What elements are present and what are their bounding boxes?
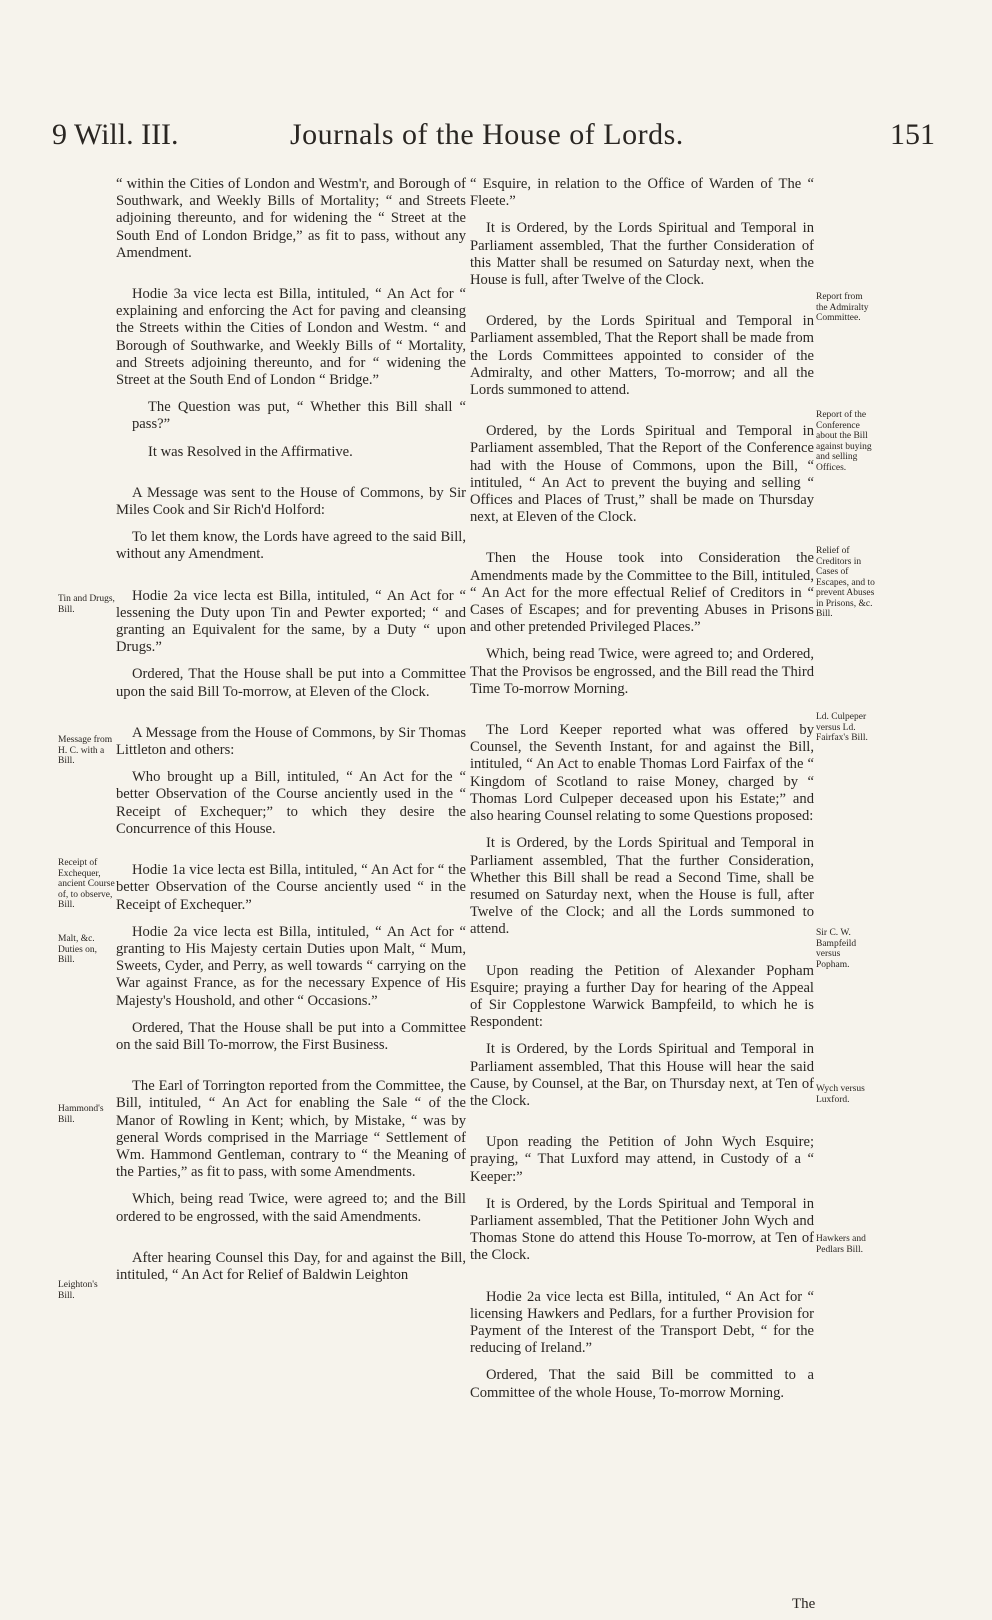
margin-note: Message from H. C. with a Bill.	[58, 735, 113, 766]
margin-note: Malt, &c. Duties on, Bill.	[58, 934, 98, 965]
margin-note: Relief of Creditors in Cases of Escapes, and to prevent Abuses in Prisons, &c. Bill.	[816, 546, 875, 619]
paragraph: It is Ordered, by the Lords Spiritual and Temporal in Parliament assembled, That this House will hear the said Cause, by Counsel, at the Bar, on Thursday next, at Ten of the Clock.	[470, 1041, 814, 1109]
regnal-year: 9 Will. III.	[52, 118, 179, 151]
margin-note: Hammond's Bill.	[58, 1104, 104, 1125]
margin-note: Report from the Admiralty Committee.	[816, 292, 869, 323]
paragraph: Which, being read Twice, were agreed to; and Ordered, That the Provisos be engrossed, and the Bill read the Third Time To-morrow Morning.	[470, 646, 814, 697]
paragraph: After hearing Counsel this Day, for and against the Bill, intituled, “ An Act for Relief of Baldwin Leighton	[116, 1249, 466, 1283]
left-column	[116, 176, 466, 1294]
paragraph: Hodie 2a vice lecta est Billa, intituled, “ An Act for “ granting to His Majesty certain Duties upon Malt, “ Mum, Sweets, Cyder, and Perry, as well towards “ carrying on the War against France, as for the necessary Expence of His Majesty's Houshold, and other “ Occasions.”	[116, 923, 466, 1009]
paragraph: It is Ordered, by the Lords Spiritual and Temporal in Parliament assembled, That the further Consideration of this Matter shall be resumed on Saturday next, when the House is full, after Twelve of the Clock.	[470, 220, 814, 289]
margin-note: Receipt of Exchequer, ancient Course of, to observe, Bill.	[58, 858, 115, 910]
paragraph: The Earl of Torrington reported from the Committee, the Bill, intituled, “ An Act for enabling the Sale “ of the Manor of Rowling in Kent; which, by Mistake, “ was by general Words comprised in the Marriage “ Settlement of Wm. Hammond Gentleman, contrary to “ the Meaning of the Parties,” as fit to pass, with some Amendments.	[116, 1078, 466, 1181]
paragraph: A Message from the House of Commons, by Sir Thomas Littleton and others:	[116, 724, 466, 759]
margin-note: Tin and Drugs, Bill.	[58, 594, 115, 615]
paragraph: A Message was sent to the House of Commons, by Sir Miles Cook and Sir Rich'd Holford:	[116, 484, 466, 519]
margin-note: Hawkers and Pedlars Bill.	[816, 1234, 866, 1255]
margin-note: Ld. Culpeper versus Ld. Fairfax's Bill.	[816, 712, 868, 743]
margin-note: Wych versus Luxford.	[816, 1084, 865, 1105]
paragraph: Hodie 3a vice lecta est Billa, intituled, “ An Act for “ explaining and enforcing the Act for paving and cleansing the Streets within the Cities of London and Westm. “ and Borough of Southwarke, and Weekly Bills of “ Mortality, and Streets adjoining thereunto, and for “ widening the Street at the South End of London “ Bridge.”	[116, 286, 466, 389]
paragraph: It is Ordered, by the Lords Spiritual and Temporal in Parliament assembled, That the Petitioner John Wych and Thomas Stone do attend this House To-morrow, at Ten of the Clock.	[470, 1195, 814, 1264]
right-column	[470, 176, 814, 1412]
paragraph: “ Esquire, in relation to the Office of Warden of The “ Fleete.”	[470, 176, 814, 210]
paragraph: Who brought up a Bill, intituled, “ An Act for the “ better Observation of the Course anciently used in the “ Receipt of Exchequer;” to which they desire the Concurrence of this House.	[116, 769, 466, 837]
paragraph: Ordered, That the said Bill be committed to a Committee of the whole House, To-morrow Morning.	[470, 1367, 814, 1401]
paragraph: To let them know, the Lords have agreed to the said Bill, without any Amendment.	[116, 529, 466, 563]
paragraph: Which, being read Twice, were agreed to; and the Bill ordered to be engrossed, with the said Amendments.	[116, 1191, 466, 1225]
margin-note: Report of the Conference about the Bill against buying and selling Offices.	[816, 410, 872, 473]
paragraph: It was Resolved in the Affirmative.	[148, 443, 353, 460]
margin-note: Leighton's Bill.	[58, 1280, 98, 1301]
margin-note: Sir C. W. Bampfeild versus Popham.	[816, 928, 857, 970]
paragraph: “ within the Cities of London and Westm'r, and Borough of Southwark, and Weekly Bills of Mortality; “ and Streets adjoining thereunto, and for widening the “ Street at the South End of London Bridge,” as fit to pass, without any Amendment.	[116, 176, 466, 261]
paragraph: Upon reading the Petition of John Wych Esquire; praying, “ That Luxford may attend, in Custody of a “ Keeper:”	[470, 1134, 814, 1185]
paragraph: Then the House took into Consideration the Amendments made by the Committee to the Bill, intituled, “ An Act for the more effectual Relief of Creditors in “ Cases of Escapes; and for preventing Abuses in Prisons and other pretended Privileged Places.”	[470, 550, 814, 636]
paragraph: Hodie 1a vice lecta est Billa, intituled, “ An Act for “ the better Observation of the Course anciently used “ in the Receipt of Exchequer.”	[116, 862, 466, 913]
paragraph: The Lord Keeper reported what was offered by Counsel, the Seventh Instant, for and against the Bill, intituled, “ An Act to enable Thomas Lord Fairfax of the “ Kingdom of Scotland to raise Money, charged by “ Thomas Lord Culpeper deceased upon his Estate;” and also hearing Counsel relating to some Questions proposed:	[470, 722, 814, 825]
paragraph: Hodie 2a vice lecta est Billa, intituled, “ An Act for “ licensing Hawkers and Pedlars, for a further Provision for Payment of the Interest of the Transport Debt, “ for the reducing of Ireland.”	[470, 1288, 814, 1357]
catchword: The	[792, 1596, 816, 1612]
paragraph: Ordered, by the Lords Spiritual and Temporal in Parliament assembled, That the Report of the Conference had with the House of Commons, upon the Bill, “ intituled, “ An Act to prevent the buying and selling “ Offices and Places of Trust,” shall be made on Thursday next, at Eleven of the Clock.	[470, 423, 814, 526]
journal-title: Journals of the House of Lords.	[290, 118, 684, 151]
paragraph: Ordered, That the House shall be put into a Committee upon the said Bill To-morrow, at Eleven of the Clock.	[116, 666, 466, 700]
page-number: 151	[890, 118, 935, 151]
paragraph: Hodie 2a vice lecta est Billa, intituled, “ An Act for “ lessening the Duty upon Tin and Pewter exported; “ and granting an Equivalent for the same, by a Duty “ upon Drugs.”	[116, 587, 466, 656]
running-header	[0, 118, 992, 164]
paragraph: The Question was put, “ Whether this Bill shall “ pass?”	[132, 399, 466, 433]
paragraph: Upon reading the Petition of Alexander Popham Esquire; praying a further Day for hearing of the Appeal of Sir Copplestone Warwick Bampfeild, to which he is Respondent:	[470, 962, 814, 1031]
paragraph: Ordered, That the House shall be put into a Committee on the said Bill To-morrow, the First Business.	[116, 1019, 466, 1053]
paragraph: It is Ordered, by the Lords Spiritual and Temporal in Parliament assembled, That the further Consideration, Whether this Bill shall be read a Second Time, shall be resumed on Saturday next, when the House is full, after Twelve of the Clock; and all the Lords summoned to attend.	[470, 835, 814, 938]
paragraph: Ordered, by the Lords Spiritual and Temporal in Parliament assembled, That the Report shall be made from the Lords Committees appointed to consider of the Admiralty, and other Matters, To-morrow; and all the Lords summoned to attend.	[470, 313, 814, 399]
